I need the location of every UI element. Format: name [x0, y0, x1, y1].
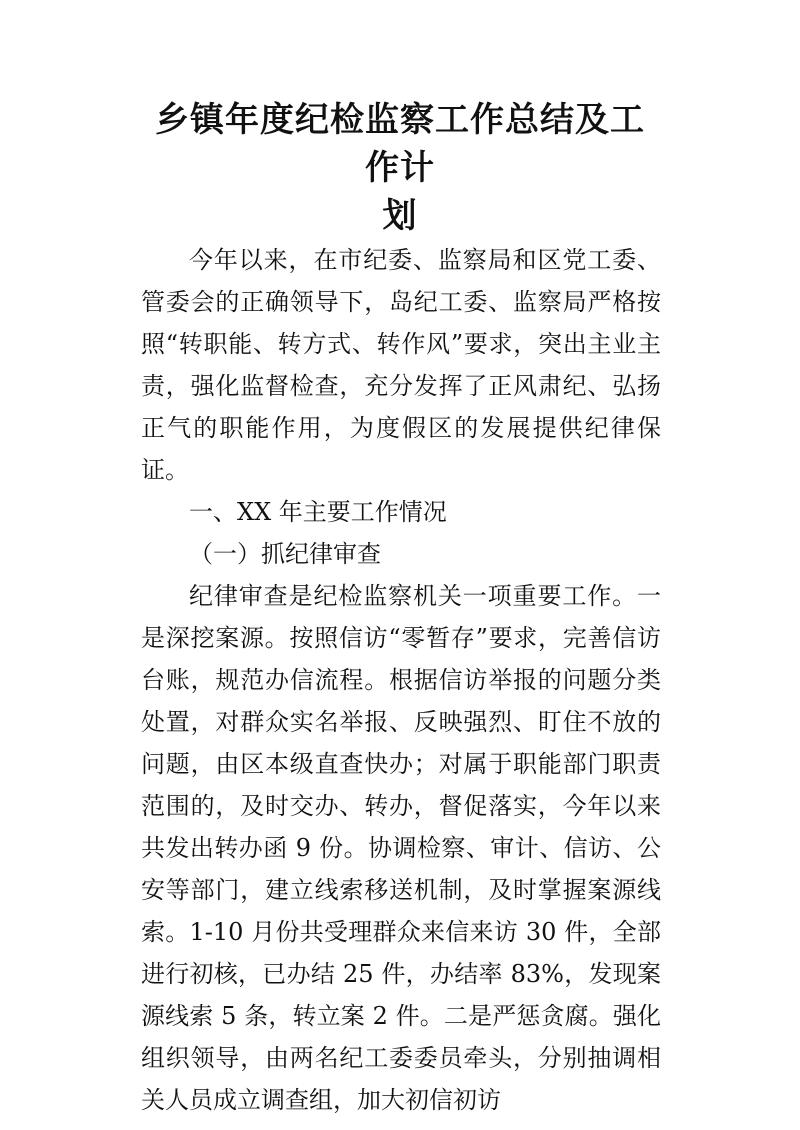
document-body — [141, 239, 661, 1121]
intro-paragraph: 今年以来，在市纪委、监察局和区党工委、管委会的正确领导下，岛纪工委、监察局严格按照“转职能、转方式、转作风”要求，突出主业主责，强化监督检查，充分发挥了正风肃纪、弘扬正气的职能作用，为度假区的发展提供纪律保证。 — [141, 246, 661, 484]
title-line-2: 划 — [382, 196, 418, 236]
title-line-1: 乡镇年度纪检监察工作总结及工作计 — [155, 100, 645, 188]
document-title — [140, 96, 660, 240]
section-heading: 一、XX 年主要工作情况 — [189, 498, 447, 526]
subsection-heading: （一）抓纪律审查 — [189, 540, 381, 568]
body-paragraph: 纪律审查是纪检监察机关一项重要工作。一是深挖案源。按照信访“零暂存”要求，完善信访台账，规范办信流程。根据信访举报的问题分类处置，对群众实名举报、反映强烈、盯住不放的问题，由区本级直查快办；对属于职能部门职责范围的，及时交办、转办，督促落实，今年以来共发出转办函 9 份。协调检察、审计、信访、公安等部门，建立线索移送机制，及时掌握案源线索。1-10 月份共受理群众来信来访 30 件，全部进行初核，已办结 25 件，办结率 83%，发现案源线索 5 条，转立案 2 件。二是严惩贪腐。强化组织领导，由两名纪工委委员牵头，分别抽调相关人员成立调查组，加大初信初访 — [141, 582, 661, 1114]
